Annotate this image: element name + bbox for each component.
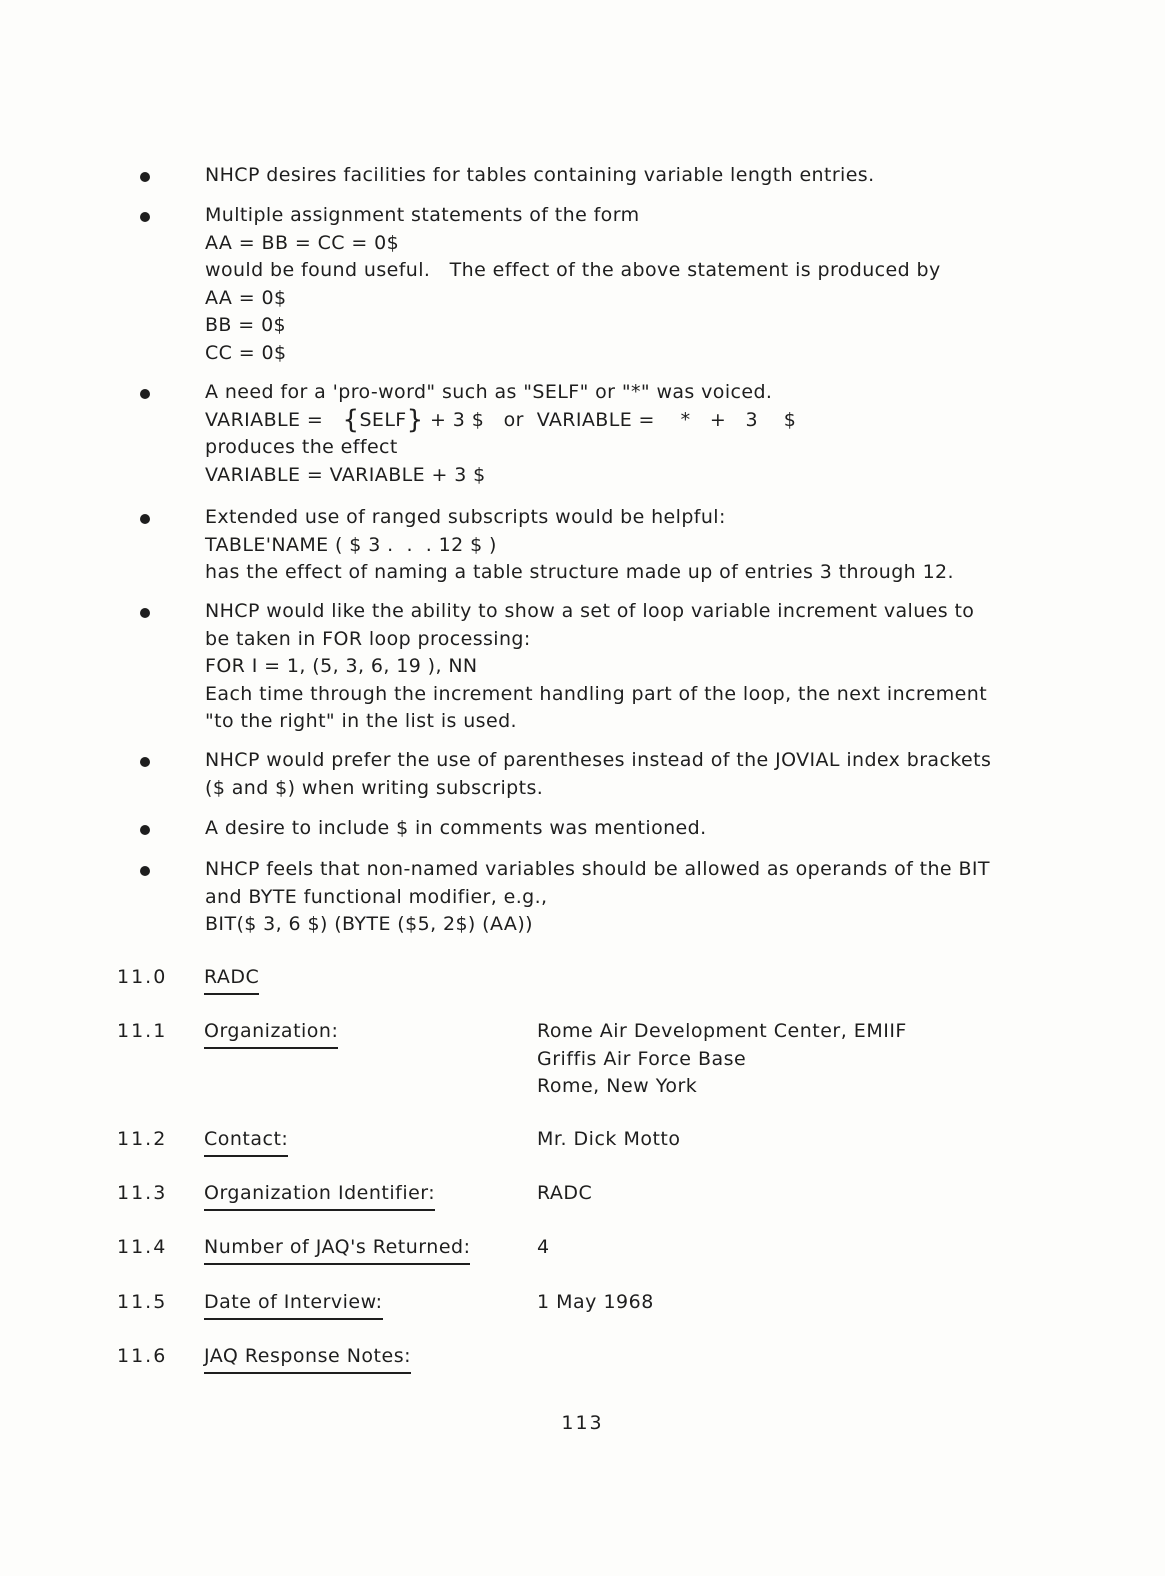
bullet-dot-icon [140,608,150,618]
section-title: RADC [204,964,259,995]
bullet-dot-icon [140,172,150,182]
field-label: JAQ Response Notes: [204,1343,411,1374]
text-line: ($ and $) when writing subscripts. [205,776,544,799]
code-line: AA = BB = CC = 0$ [205,231,400,254]
text-line: be taken in FOR loop processing: [205,627,531,650]
field-label: Contact: [204,1126,288,1157]
field-label: Date of Interview: [204,1289,383,1320]
value-line: RADC [537,1182,593,1204]
text-line: produces the effect [205,436,398,458]
text-line: Extended use of ranged subscripts would be helpful: [205,506,726,528]
text-line: "to the right" in the list is used. [205,710,517,732]
formula-line [205,404,1055,435]
formula-rest: + 3 $ [430,408,485,431]
value-line: Mr. Dick Motto [537,1128,681,1150]
value-line: Rome, New York [537,1075,698,1097]
brace-close: } [406,404,424,435]
bullet-dot-icon [140,866,150,876]
formula-alt: VARIABLE = * + 3 $ [536,408,797,431]
bullet-dot-icon [140,825,150,835]
text-line: would be found useful. The effect of the above statement is produced by [205,259,941,281]
code-line: FOR I = 1, (5, 3, 6, 19 ), NN [205,655,478,677]
field-number: 11.6 [117,1345,168,1367]
field-number: 11.5 [117,1291,168,1313]
formula-inner: SELF [359,408,407,431]
text-line: and BYTE functional modifier, e.g., [205,885,548,908]
text-line: Multiple assignment statements of the form [205,204,640,226]
code-line: TABLE'NAME ( $ 3 . . . 12 $ ) [205,533,497,556]
field-label: Number of JAQ's Returned: [204,1234,470,1265]
field-number: 11.1 [117,1020,168,1042]
text-line: has the effect of naming a table structure made up of entries 3 through 12. [205,561,954,583]
brace-open: { [342,404,360,435]
text-line: A need for a 'pro-word" such as "SELF" or "*" was voiced. [205,381,773,403]
text-line: NHCP feels that non-named variables should be allowed as operands of the BIT [205,858,990,880]
code-line: BIT($ 3, 6 $) (BYTE ($5, 2$) (AA)) [205,913,533,935]
text-line: NHCP would like the ability to show a set of loop variable increment values to [205,600,975,622]
field-value [537,1289,654,1317]
field-label: Organization: [204,1018,338,1049]
bullet-dot-icon [140,212,150,222]
value-line: 1 May 1968 [537,1291,654,1313]
bullet-dot-icon [140,514,150,524]
field-number: 11.4 [117,1236,168,1258]
text-line: NHCP desires facilities for tables containing variable length entries. [205,164,875,186]
field-label: Organization Identifier: [204,1180,435,1211]
code-line: AA = 0$ [205,286,287,309]
formula-or: or [503,408,524,431]
section-number: 11.0 [117,966,168,988]
formula-lhs: VARIABLE = [205,408,324,431]
bullet-dot-icon [140,757,150,767]
text-line: A desire to include $ in comments was mentioned. [205,817,707,839]
value-line: Griffis Air Force Base [537,1047,747,1070]
text-line: NHCP would prefer the use of parentheses instead of the JOVIAL index brackets [205,749,992,771]
field-number: 11.3 [117,1182,168,1204]
field-value [537,1234,550,1262]
field-value [537,1018,907,1101]
code-line: VARIABLE = VARIABLE + 3 $ [205,463,486,486]
bullet-dot-icon [140,389,150,399]
page-number: 113 [561,1412,604,1434]
code-line: CC = 0$ [205,341,287,364]
value-line: 4 [537,1236,550,1258]
value-line: Rome Air Development Center, EMIIF [537,1020,907,1042]
field-value [537,1126,680,1154]
field-number: 11.2 [117,1128,168,1150]
code-line: BB = 0$ [205,314,287,336]
field-value [537,1180,592,1208]
text-line: Each time through the increment handling part of the loop, the next increment [205,682,988,705]
